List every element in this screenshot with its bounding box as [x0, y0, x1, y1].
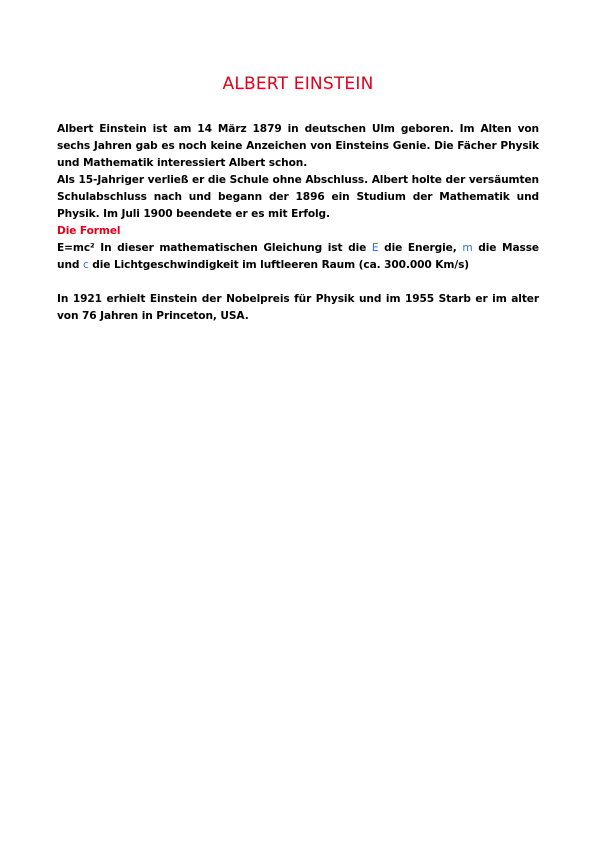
paragraph-birth: Albert Einstein ist am 14 März 1879 in deutschen Ulm geboren. Im Alten von sechs Jahren gab es noch keine Anzeichen von Einsteins Genie. Die Fächer Physik und Mathematik interessiert Albert schon. — [57, 123, 539, 169]
paragraph-spacer — [57, 274, 539, 291]
paragraph-nobel: In 1921 erhielt Einstein der Nobelpreis für Physik und im 1955 Starb er im alter von 76 Jahren in Princeton, USA. — [57, 293, 539, 322]
formula-text-part3: die Masse und — [57, 242, 539, 271]
formula-heading: Die Formel — [57, 225, 121, 237]
formula-text-part2: die Energie, — [378, 242, 463, 254]
formula-text-part1: E=mc² In dieser mathematischen Gleichung ist die — [57, 242, 372, 254]
document-body — [57, 121, 539, 325]
formula-variable-m: m — [462, 242, 473, 254]
document-title: ALBERT EINSTEIN — [222, 74, 374, 94]
formula-variable-c: c — [82, 259, 89, 271]
formula-variable-e: E — [371, 242, 379, 254]
paragraph-education: Als 15-Jahriger verließ er die Schule ohne Abschluss. Albert holte der versäumten Schulabschluss nach und begann der 1896 ein Studium der Mathematik und Physik. Im Juli 1900 beendete er es mit Erfolg. — [57, 174, 539, 220]
paragraph-formula — [57, 240, 539, 274]
formula-text-part4: die Lichtgeschwindigkeit im luftleeren Raum (ca. 300.000 Km/s) — [88, 259, 470, 271]
